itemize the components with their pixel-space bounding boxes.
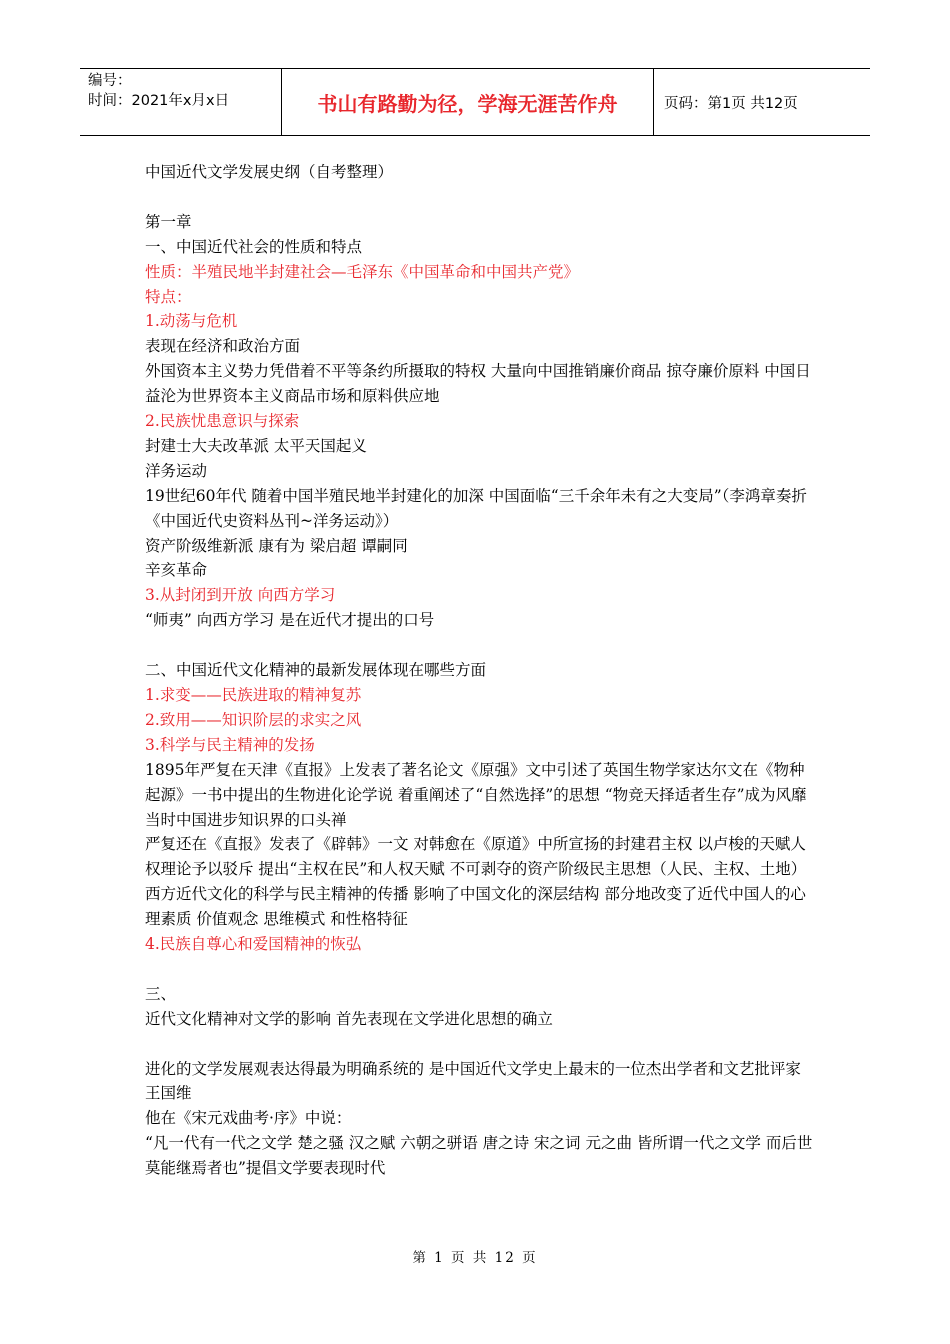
- text-line: 辛亥革命: [145, 561, 208, 580]
- text-line: 19世纪60年代 随着中国半殖民地半封建化的加深 中国面临“三千余年未有之大变局”（李鸿章奏折 《中国近代史资料丛刊~洋务运动》）: [145, 486, 807, 530]
- highlighted-line: 4.民族自尊心和爱国精神的恢弘: [145, 935, 362, 954]
- text-line: 封建士大夫改革派 太平天国起义: [145, 436, 367, 455]
- highlighted-line: 3.科学与民主精神的发扬: [145, 735, 315, 754]
- time-label: 时间：2021年x月x日: [88, 93, 230, 109]
- text-line: 一、中国近代社会的性质和特点: [145, 237, 363, 256]
- header-motto: 书山有路勤为径，学海无涯苦作舟: [282, 69, 654, 135]
- text-line: 资产阶级维新派 康有为 梁启超 谭嗣同: [145, 536, 408, 555]
- highlighted-line: 特点：: [145, 287, 192, 306]
- text-line: 西方近代文化的科学与民主精神的传播 影响了中国文化的深层结构 部分地改变了近代中国人的心理素质 价值观念 思维模式 和性格特征: [145, 885, 806, 929]
- text-line: 严复还在《直报》发表了《辟韩》一文 对韩愈在《原道》中所宣扬的封建君主权 以卢梭的天赋人权理论予以驳斥 提出“主权在民”和人权天赋 不可剥夺的资产阶级民主思想（人民、主权、土地）: [145, 835, 807, 879]
- text-line: 进化的文学发展观表达得最为明确系统的 是中国近代文学史上最末的一位杰出学者和文艺批评家 王国维: [145, 1059, 801, 1103]
- text-line: 近代文化精神对文学的影响 首先表现在文学进化思想的确立: [145, 1009, 553, 1028]
- blank-line: [145, 633, 813, 658]
- text-line: 第一章: [145, 212, 192, 231]
- document-body: [145, 160, 813, 1181]
- highlighted-line: 2.民族忧患意识与探索: [145, 412, 300, 431]
- text-line: 洋务运动: [145, 461, 208, 480]
- text-line: 他在《宋元戏曲考·序》中说：: [145, 1109, 352, 1128]
- text-line: 三、: [145, 984, 177, 1003]
- highlighted-line: 1.求变——民族进取的精神复苏: [145, 686, 362, 704]
- text-line: 二、中国近代文化精神的最新发展体现在哪些方面: [145, 661, 487, 680]
- blank-line: [145, 957, 813, 982]
- text-line: 外国资本主义势力凭借着不平等条约所摄取的特权 大量向中国推销廉价商品 掠夺廉价原料 中国日益沦为世界资本主义商品市场和原料供应地: [145, 362, 811, 406]
- page-footer: 第 1 页 共 12 页: [412, 1250, 538, 1266]
- number-label: 编号：: [88, 73, 132, 89]
- text-line: 表现在经济和政治方面: [145, 337, 301, 356]
- blank-line: [145, 185, 813, 210]
- text-line: “师夷” 向西方学习 是在近代才提出的口号: [145, 611, 435, 630]
- header-page-info: 页码：第1页 共12页: [664, 95, 798, 112]
- header-meta: [80, 69, 282, 135]
- document-header: [80, 68, 870, 136]
- highlighted-line: 1.动荡与危机: [145, 312, 238, 331]
- highlighted-line: 3.从封闭到开放 向西方学习: [145, 586, 336, 605]
- text-line: 1895年严复在天津《直报》上发表了著名论文《原强》文中引述了英国生物学家达尔文在《物种起源》一书中提出的生物进化论学说 着重阐述了“自然选择”的思想 “物竞天择适者生存”成为风靡当时中国进步知识界的口头禅: [145, 760, 807, 829]
- highlighted-line: 性质：半殖民地半封建社会—毛泽东《中国革命和中国共产党》: [145, 262, 580, 281]
- blank-line: [145, 1032, 813, 1057]
- text-line: 中国近代文学发展史纲（自考整理）: [145, 163, 394, 181]
- text-line: “凡一代有一代之文学 楚之骚 汉之赋 六朝之骈语 唐之诗 宋之词 元之曲 皆所谓一代之文学 而后世莫能继焉者也”提倡文学要表现时代: [145, 1134, 813, 1178]
- highlighted-line: 2.致用——知识阶层的求实之风: [145, 710, 362, 729]
